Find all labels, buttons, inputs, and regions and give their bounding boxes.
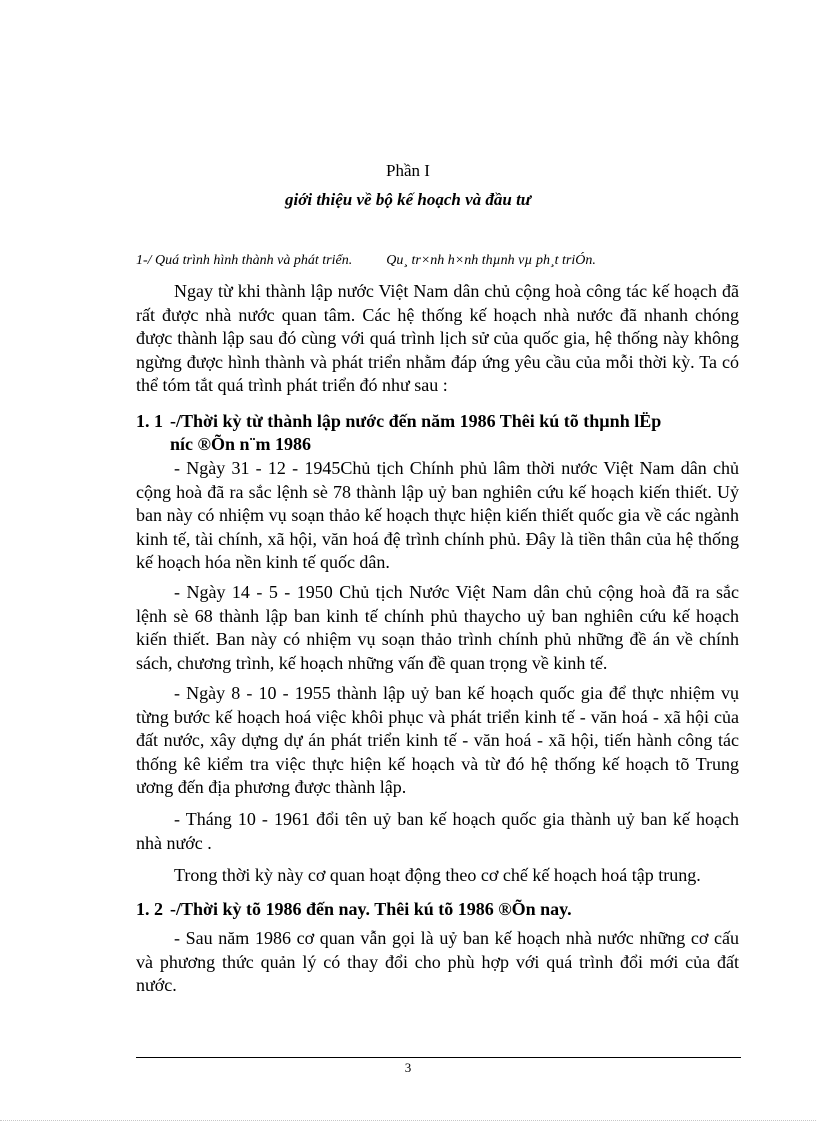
subsection-heading-2 [136, 898, 742, 921]
intro-paragraph: Ngay từ khi thành lập nước Việt Nam dân chủ cộng hoà công tác kế hoạch đã rất được nhà nước quan tâm. Các hệ thống kế hoạch nhà nước đã nhanh chóng được thành lập sau đó cùng với quá trình lịch sử của quốc gia, hệ thống này không ngừng được hình thành và phát triển nhằm đáp ứng yêu cầu của mỗi thời kỳ. Ta có thể tóm tắt quá trình phát triển đó như sau : [136, 281, 739, 395]
subsection-title: -/Thời kỳ từ thành lập nước đến năm 1986 Thêi kú tõ thµnh lËp [170, 411, 662, 431]
part-subtitle: giới thiệu về bộ kế hoạch và đầu tư [285, 190, 531, 209]
paragraph-after-1986: - Sau năm 1986 cơ quan vẫn gọi là uỷ ban kế hoạch nhà nước những cơ cấu và phương thức quản lý có thay đổi cho phù hợp với quá trình đổi mới của đất nước. [136, 928, 739, 995]
paragraph-1955: - Ngày 8 - 10 - 1955 thành lập uỷ ban kế hoạch quốc gia để thực nhiệm vụ từng bước kế hoạch hoá việc khôi phục và phát triển kinh tế - văn hoá - xã hội của đất nước, xây dựng dự án phát triển kinh tế - văn hoá - xã hội, tiến hành công tác thống kê kiểm tra việc thực hiện kế hoạch và từ đó hệ thống kế hoạch tõ Trung ương đến địa phương được thành lập. [136, 683, 739, 797]
section-heading [136, 252, 596, 270]
paragraph-centralized: Trong thời kỳ này cơ quan hoạt động theo cơ chế kế hoạch hoá tập trung. [174, 865, 701, 885]
subsection-heading-1 [136, 410, 742, 456]
subsection-title: -/Thời kỳ tõ 1986 đến nay. Thêi kú tõ 1986 ®Õn nay. [170, 899, 572, 919]
footer-rule [136, 1057, 741, 1058]
paragraph-1945: - Ngày 31 - 12 - 1945Chủ tịch Chính phủ lâm thời nước Việt Nam dân chủ cộng hoà đã ra sắc lệnh sè 78 thành lập uỷ ban nghiên cứu kế hoạch kiến thiết. Uỷ ban này có nhiệm vụ soạn thảo kế hoạch thực hiện kiến thiết quốc gia về các ngành kinh tế, tài chính, xã hội, văn hoá đệ trình chính phủ. Đây là tiền thân của hệ thống kế hoạch hóa nền kinh tế quốc dân. [136, 458, 739, 572]
paragraph-1961: - Tháng 10 - 1961 đổi tên uỷ ban kế hoạch quốc gia thành uỷ ban kế hoạch nhà nước . [136, 809, 739, 853]
section-heading-garbled: Qu¸ tr×nh h×nh thµnh vµ ph¸t triÓn. [386, 253, 596, 268]
subsection-title-cont: níc ®Õn n¨m 1986 [170, 434, 311, 454]
part-title: Phần I [386, 161, 430, 180]
subsection-number: 1. 2 [136, 899, 163, 919]
subsection-number: 1. 1 [136, 411, 163, 431]
section-heading-text: 1-/ Quá trình hình thành và phát triển. [136, 253, 353, 268]
page-edge [0, 1120, 816, 1121]
paragraph-1950: - Ngày 14 - 5 - 1950 Chủ tịch Nước Việt Nam dân chủ cộng hoà đã ra sắc lệnh sè 68 thành lập ban kinh tế chính phủ thaycho uỷ ban nghiên cứu kế hoạch kiến thiết. Ban này có nhiệm vụ soạn thảo trình chính phủ những đề án về chính sách, chương trình, kế hoạch những vấn đề quan trọng về kinh tế. [136, 582, 739, 673]
page-number: 3 [404, 1060, 412, 1075]
